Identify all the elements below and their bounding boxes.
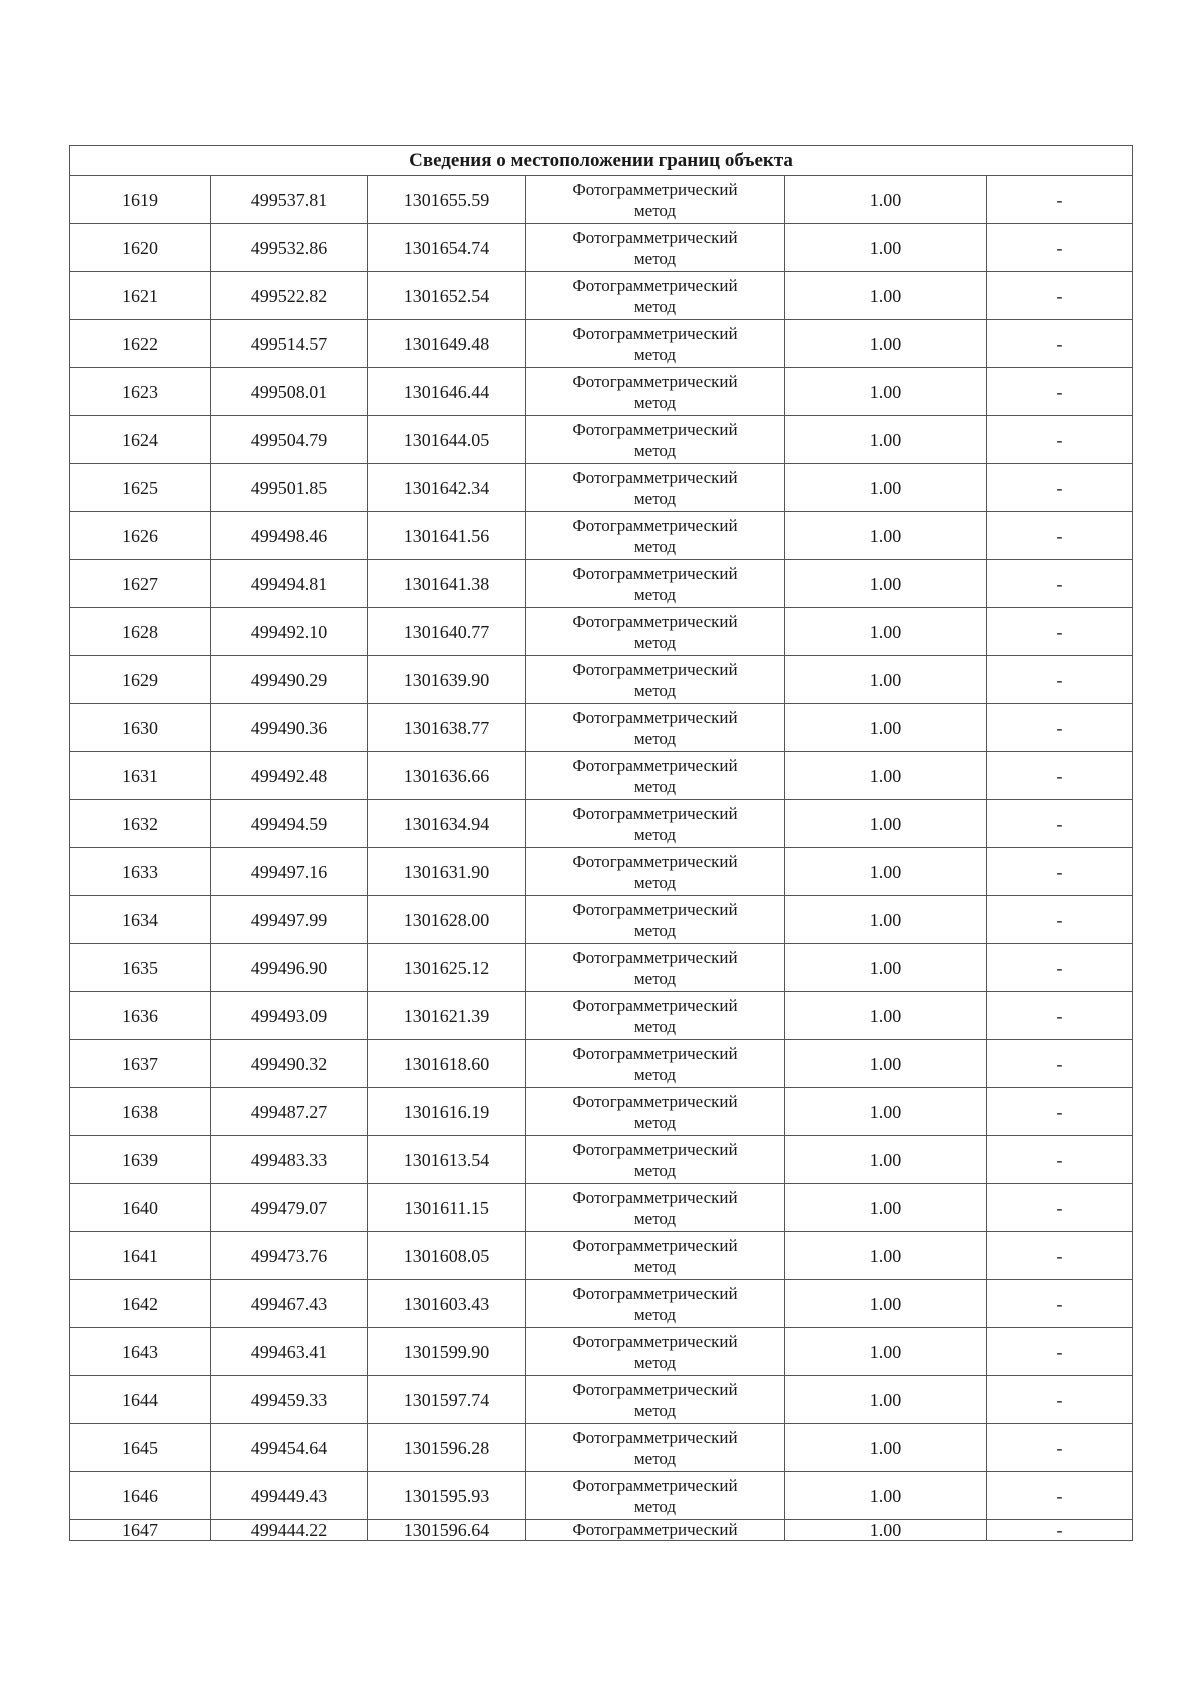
point-number-cell: 1625 [70,464,211,512]
table-row [70,896,1133,944]
x-coordinate-cell: 499498.46 [211,512,368,560]
extra-cell: - [987,752,1133,800]
x-coordinate-cell: 499492.48 [211,752,368,800]
extra-cell: - [987,800,1133,848]
table-row [70,1040,1133,1088]
method-cell [526,1184,785,1232]
x-coordinate-cell: 499496.90 [211,944,368,992]
method-line1: Фотограмметрический [572,323,738,343]
method-cell [526,1472,785,1520]
method-cell [526,1424,785,1472]
y-coordinate-cell: 1301625.12 [368,944,526,992]
accuracy-cell: 1.00 [785,944,987,992]
extra-cell: - [987,320,1133,368]
extra-cell: - [987,656,1133,704]
method-cell [526,416,785,464]
method-line2: метод [633,1496,677,1516]
y-coordinate-cell: 1301654.74 [368,224,526,272]
y-coordinate-cell: 1301644.05 [368,416,526,464]
table-row [70,320,1133,368]
method-line1: Фотограмметрический [572,851,738,871]
table-title: Сведения о местоположении границ объекта [70,146,1133,176]
table-row [70,224,1133,272]
x-coordinate-cell: 499490.32 [211,1040,368,1088]
point-number-cell: 1633 [70,848,211,896]
table-row [70,1520,1133,1541]
table-row [70,176,1133,224]
y-coordinate-cell: 1301631.90 [368,848,526,896]
method-line2: метод [633,920,677,940]
method-line1: Фотограмметрический [572,419,738,439]
table-row [70,1136,1133,1184]
method-cell [526,224,785,272]
accuracy-cell: 1.00 [785,608,987,656]
table-row [70,1472,1133,1520]
y-coordinate-cell: 1301638.77 [368,704,526,752]
method-cell [526,464,785,512]
accuracy-cell: 1.00 [785,1328,987,1376]
point-number-cell: 1622 [70,320,211,368]
extra-cell: - [987,272,1133,320]
extra-cell: - [987,512,1133,560]
method-line1: Фотограмметрический [572,803,738,823]
extra-cell: - [987,560,1133,608]
method-line1: Фотограмметрический [572,1475,738,1495]
method-line1: Фотограмметрический [572,563,738,583]
method-line1: Фотограмметрический [572,467,738,487]
method-cell [526,896,785,944]
point-number-cell: 1629 [70,656,211,704]
accuracy-cell: 1.00 [785,464,987,512]
x-coordinate-cell: 499501.85 [211,464,368,512]
method-cell [526,176,785,224]
x-coordinate-cell: 499497.16 [211,848,368,896]
point-number-cell: 1645 [70,1424,211,1472]
extra-cell: - [987,1280,1133,1328]
y-coordinate-cell: 1301611.15 [368,1184,526,1232]
extra-cell: - [987,1472,1133,1520]
table-body [70,176,1133,1541]
accuracy-cell: 1.00 [785,320,987,368]
y-coordinate-cell: 1301599.90 [368,1328,526,1376]
point-number-cell: 1619 [70,176,211,224]
method-line1: Фотограмметрический [572,899,738,919]
method-cell [526,800,785,848]
accuracy-cell: 1.00 [785,1520,987,1541]
table-row [70,368,1133,416]
accuracy-cell: 1.00 [785,1376,987,1424]
boundary-coordinates-table [69,145,1133,1541]
table-row [70,1328,1133,1376]
point-number-cell: 1642 [70,1280,211,1328]
table-row [70,1088,1133,1136]
accuracy-cell: 1.00 [785,1424,987,1472]
extra-cell: - [987,1136,1133,1184]
table-row [70,704,1133,752]
y-coordinate-cell: 1301639.90 [368,656,526,704]
table-row [70,1424,1133,1472]
accuracy-cell: 1.00 [785,512,987,560]
accuracy-cell: 1.00 [785,848,987,896]
x-coordinate-cell: 499494.81 [211,560,368,608]
x-coordinate-cell: 499522.82 [211,272,368,320]
table-row [70,1280,1133,1328]
point-number-cell: 1641 [70,1232,211,1280]
method-line1: Фотограмметрический [572,1139,738,1159]
method-line2: метод [633,632,677,652]
method-line1: Фотограмметрический [572,1520,738,1539]
accuracy-cell: 1.00 [785,176,987,224]
method-line2: метод [633,968,677,988]
table-row [70,416,1133,464]
extra-cell: - [987,176,1133,224]
point-number-cell: 1635 [70,944,211,992]
method-cell [526,368,785,416]
point-number-cell: 1646 [70,1472,211,1520]
method-cell [526,944,785,992]
method-line2: метод [633,536,677,556]
method-cell [526,1376,785,1424]
x-coordinate-cell: 499479.07 [211,1184,368,1232]
y-coordinate-cell: 1301596.28 [368,1424,526,1472]
y-coordinate-cell: 1301596.64 [368,1520,526,1541]
y-coordinate-cell: 1301655.59 [368,176,526,224]
x-coordinate-cell: 499463.41 [211,1328,368,1376]
accuracy-cell: 1.00 [785,1472,987,1520]
point-number-cell: 1639 [70,1136,211,1184]
method-cell [526,704,785,752]
y-coordinate-cell: 1301636.66 [368,752,526,800]
method-line1: Фотограмметрический [572,611,738,631]
x-coordinate-cell: 499467.43 [211,1280,368,1328]
x-coordinate-cell: 499490.29 [211,656,368,704]
point-number-cell: 1637 [70,1040,211,1088]
point-number-cell: 1626 [70,512,211,560]
x-coordinate-cell: 499494.59 [211,800,368,848]
table-row [70,1184,1133,1232]
x-coordinate-cell: 499454.64 [211,1424,368,1472]
y-coordinate-cell: 1301641.38 [368,560,526,608]
point-number-cell: 1621 [70,272,211,320]
table-title-row [70,146,1133,176]
method-cell [526,656,785,704]
method-line2: метод [633,248,677,268]
method-cell [526,1280,785,1328]
method-line2: метод [633,440,677,460]
method-line2: метод [633,776,677,796]
method-cell [526,752,785,800]
x-coordinate-cell: 499504.79 [211,416,368,464]
accuracy-cell: 1.00 [785,1184,987,1232]
extra-cell: - [987,1040,1133,1088]
extra-cell: - [987,464,1133,512]
method-cell [526,1136,785,1184]
y-coordinate-cell: 1301634.94 [368,800,526,848]
table-row [70,992,1133,1040]
method-cell [526,608,785,656]
method-line1: Фотограмметрический [572,1379,738,1399]
method-line1: Фотограмметрический [572,755,738,775]
y-coordinate-cell: 1301641.56 [368,512,526,560]
x-coordinate-cell: 499532.86 [211,224,368,272]
method-line2: метод [633,1208,677,1228]
method-line2: метод [633,1352,677,1372]
point-number-cell: 1636 [70,992,211,1040]
x-coordinate-cell: 499492.10 [211,608,368,656]
y-coordinate-cell: 1301640.77 [368,608,526,656]
extra-cell: - [987,1424,1133,1472]
table-row [70,944,1133,992]
extra-cell: - [987,416,1133,464]
method-line2: метод [633,1064,677,1084]
y-coordinate-cell: 1301616.19 [368,1088,526,1136]
extra-cell: - [987,608,1133,656]
accuracy-cell: 1.00 [785,896,987,944]
method-line1: Фотограмметрический [572,707,738,727]
table-row [70,608,1133,656]
accuracy-cell: 1.00 [785,800,987,848]
method-cell [526,992,785,1040]
extra-cell: - [987,1232,1133,1280]
extra-cell: - [987,896,1133,944]
y-coordinate-cell: 1301608.05 [368,1232,526,1280]
method-cell [526,1088,785,1136]
extra-cell: - [987,704,1133,752]
method-line1: Фотограмметрический [572,227,738,247]
y-coordinate-cell: 1301652.54 [368,272,526,320]
y-coordinate-cell: 1301642.34 [368,464,526,512]
method-line1: Фотограмметрический [572,1331,738,1351]
method-cell [526,560,785,608]
y-coordinate-cell: 1301613.54 [368,1136,526,1184]
method-line1: Фотограмметрический [572,659,738,679]
method-line2: метод [633,488,677,508]
x-coordinate-cell: 499497.99 [211,896,368,944]
method-line2: метод [633,872,677,892]
method-cell [526,1232,785,1280]
point-number-cell: 1632 [70,800,211,848]
x-coordinate-cell: 499487.27 [211,1088,368,1136]
accuracy-cell: 1.00 [785,656,987,704]
method-line2: метод [633,680,677,700]
point-number-cell: 1631 [70,752,211,800]
x-coordinate-cell: 499514.57 [211,320,368,368]
method-line1: Фотограмметрический [572,1235,738,1255]
extra-cell: - [987,1328,1133,1376]
method-line1: Фотограмметрический [572,1091,738,1111]
table-row [70,560,1133,608]
table-row [70,800,1133,848]
accuracy-cell: 1.00 [785,992,987,1040]
method-cell [526,1520,785,1541]
extra-cell: - [987,1184,1133,1232]
y-coordinate-cell: 1301603.43 [368,1280,526,1328]
table-row [70,848,1133,896]
y-coordinate-cell: 1301646.44 [368,368,526,416]
extra-cell: - [987,944,1133,992]
point-number-cell: 1638 [70,1088,211,1136]
table-row [70,512,1133,560]
method-line2: метод [633,1400,677,1420]
method-line2: метод [633,1112,677,1132]
method-line2: метод [633,392,677,412]
method-line1: Фотограмметрический [572,1187,738,1207]
y-coordinate-cell: 1301595.93 [368,1472,526,1520]
extra-cell: - [987,992,1133,1040]
accuracy-cell: 1.00 [785,704,987,752]
extra-cell: - [987,848,1133,896]
point-number-cell: 1647 [70,1520,211,1541]
extra-cell: - [987,1088,1133,1136]
x-coordinate-cell: 499449.43 [211,1472,368,1520]
method-line2: метод [633,1304,677,1324]
method-line2: метод [633,1016,677,1036]
accuracy-cell: 1.00 [785,1040,987,1088]
point-number-cell: 1624 [70,416,211,464]
x-coordinate-cell: 499444.22 [211,1520,368,1541]
x-coordinate-cell: 499508.01 [211,368,368,416]
method-cell [526,512,785,560]
x-coordinate-cell: 499537.81 [211,176,368,224]
table-row [70,1232,1133,1280]
point-number-cell: 1644 [70,1376,211,1424]
y-coordinate-cell: 1301618.60 [368,1040,526,1088]
accuracy-cell: 1.00 [785,368,987,416]
method-cell [526,1328,785,1376]
method-line2: метод [633,824,677,844]
table-row [70,272,1133,320]
method-line1: Фотограмметрический [572,275,738,295]
method-line1: Фотограмметрический [572,947,738,967]
method-cell [526,320,785,368]
method-cell [526,272,785,320]
x-coordinate-cell: 499483.33 [211,1136,368,1184]
table-row [70,1376,1133,1424]
method-line2: метод [633,728,677,748]
x-coordinate-cell: 499493.09 [211,992,368,1040]
point-number-cell: 1643 [70,1328,211,1376]
point-number-cell: 1627 [70,560,211,608]
point-number-cell: 1640 [70,1184,211,1232]
method-line2: метод [633,1160,677,1180]
method-line2: метод [633,1256,677,1276]
point-number-cell: 1623 [70,368,211,416]
point-number-cell: 1628 [70,608,211,656]
accuracy-cell: 1.00 [785,1136,987,1184]
method-line2: метод [633,584,677,604]
x-coordinate-cell: 499473.76 [211,1232,368,1280]
x-coordinate-cell: 499459.33 [211,1376,368,1424]
point-number-cell: 1630 [70,704,211,752]
method-line2: метод [633,344,677,364]
method-cell [526,848,785,896]
method-line1: Фотограмметрический [572,179,738,199]
extra-cell: - [987,224,1133,272]
method-line1: Фотограмметрический [572,371,738,391]
accuracy-cell: 1.00 [785,1232,987,1280]
y-coordinate-cell: 1301649.48 [368,320,526,368]
table-row [70,752,1133,800]
accuracy-cell: 1.00 [785,1088,987,1136]
accuracy-cell: 1.00 [785,1280,987,1328]
extra-cell: - [987,1520,1133,1541]
extra-cell: - [987,368,1133,416]
table-row [70,656,1133,704]
table-row [70,464,1133,512]
extra-cell: - [987,1376,1133,1424]
x-coordinate-cell: 499490.36 [211,704,368,752]
method-line1: Фотограмметрический [572,1283,738,1303]
point-number-cell: 1634 [70,896,211,944]
method-line1: Фотограмметрический [572,1043,738,1063]
accuracy-cell: 1.00 [785,272,987,320]
y-coordinate-cell: 1301597.74 [368,1376,526,1424]
method-line2: метод [633,200,677,220]
method-line1: Фотограмметрический [572,995,738,1015]
method-line2: метод [633,296,677,316]
accuracy-cell: 1.00 [785,416,987,464]
point-number-cell: 1620 [70,224,211,272]
y-coordinate-cell: 1301621.39 [368,992,526,1040]
accuracy-cell: 1.00 [785,224,987,272]
method-line1: Фотограмметрический [572,515,738,535]
method-line1: Фотограмметрический [572,1427,738,1447]
method-line2: метод [633,1448,677,1468]
y-coordinate-cell: 1301628.00 [368,896,526,944]
method-cell [526,1040,785,1088]
accuracy-cell: 1.00 [785,560,987,608]
accuracy-cell: 1.00 [785,752,987,800]
